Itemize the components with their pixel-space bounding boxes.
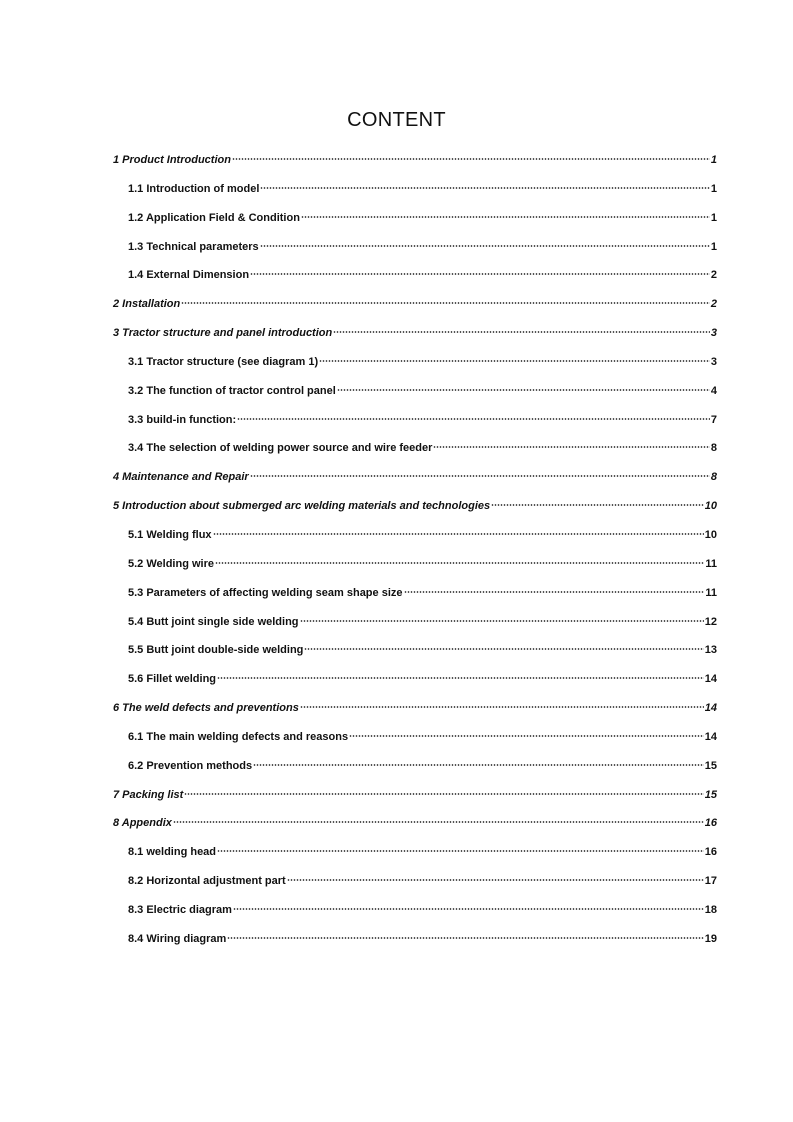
toc-entry-page-number: 10 [704,528,717,541]
toc-entry[interactable] [113,872,717,901]
toc-entry-page-number: 1 [710,240,717,253]
toc-entry-page-number: 11 [705,557,717,570]
toc-entry-label: 5.5 Butt joint double-side welding [128,644,304,657]
toc-entry-page-number: 4 [710,384,717,397]
toc-entry-page-number: 14 [704,702,717,715]
toc-dot-leader [300,706,704,708]
toc-dot-leader [250,475,710,477]
toc-entry[interactable] [113,324,717,353]
toc-entry-label: 3.1 Tractor structure (see diagram 1) [128,355,319,368]
toc-dot-leader [233,908,704,910]
toc-dot-leader [337,389,710,391]
toc-dot-leader [433,446,709,448]
toc-entry-label: 5.1 Welding flux [128,528,212,541]
toc-entry-label: 1.2 Application Field & Condition [128,211,300,224]
toc-dot-leader [215,562,704,564]
toc-entry[interactable] [113,670,717,699]
toc-entry[interactable] [113,555,717,584]
page-title: CONTENT [347,109,446,131]
toc-entry[interactable] [113,641,717,670]
toc-entry[interactable] [113,526,717,555]
toc-dot-leader [237,418,710,420]
toc-entry-page-number: 18 [704,903,717,916]
toc-entry[interactable] [113,151,717,180]
toc-entry-page-number: 12 [704,615,717,628]
toc-entry-page-number: 8 [710,442,717,455]
table-of-contents [113,151,717,959]
toc-entry-label: 5 Introduction about submerged arc welding materials and technologies [113,500,491,513]
toc-entry-label: 2 Installation [113,298,181,311]
toc-entry-label: 1.1 Introduction of model [128,182,260,195]
toc-entry-label: 6.1 The main welding defects and reasons [128,730,349,743]
toc-entry-label: 5.6 Fillet welding [128,673,217,686]
toc-dot-leader [260,187,709,189]
toc-entry-label: 5.2 Welding wire [128,557,214,570]
toc-dot-leader [232,158,710,160]
toc-entry-page-number: 17 [704,875,717,888]
toc-entry-label: 8 Appendix [113,817,172,830]
toc-dot-leader [260,245,710,247]
toc-entry-label: 3 Tractor structure and panel introduction [113,327,333,340]
toc-entry[interactable] [113,699,717,728]
toc-entry-label: 8.3 Electric diagram [128,903,232,916]
toc-entry[interactable] [113,238,717,267]
toc-entry-page-number: 10 [704,500,717,513]
toc-entry[interactable] [113,930,717,959]
toc-entry-page-number: 2 [710,298,717,311]
toc-dot-leader [349,735,704,737]
toc-entry-label: 8.1 welding head [128,846,217,859]
toc-entry-page-number: 15 [704,788,717,801]
toc-entry[interactable] [113,382,717,411]
toc-entry-label: 8.4 Wiring diagram [128,932,227,945]
toc-dot-leader [300,620,704,622]
toc-entry[interactable] [113,266,717,295]
toc-entry-label: 4 Maintenance and Repair [113,471,249,484]
toc-entry-label: 5.4 Butt joint single side welding [128,615,299,628]
toc-entry-page-number: 2 [710,269,717,282]
toc-entry-label: 3.3 build-in function: [128,413,237,426]
toc-dot-leader [181,302,710,304]
toc-dot-leader [319,360,710,362]
toc-entry[interactable] [113,209,717,238]
toc-dot-leader [184,793,703,795]
toc-entry-label: 7 Packing list [113,788,184,801]
toc-entry-label: 3.4 The selection of welding power source and wire feeder [128,442,433,455]
toc-entry-label: 6 The weld defects and preventions [113,702,299,715]
toc-entry[interactable] [113,295,717,324]
toc-entry-label: 1.3 Technical parameters [128,240,259,253]
toc-entry-label: 6.2 Prevention methods [128,759,253,772]
toc-entry-label: 8.2 Horizontal adjustment part [128,875,286,888]
toc-entry-label: 1.4 External Dimension [128,269,250,282]
toc-entry[interactable] [113,728,717,757]
toc-dot-leader [250,273,710,275]
toc-entry-label: 5.3 Parameters of affecting welding seam shape size [128,586,403,599]
toc-entry-page-number: 14 [704,730,717,743]
toc-entry-page-number: 15 [704,759,717,772]
toc-entry-page-number: 14 [704,673,717,686]
toc-dot-leader [491,504,704,506]
toc-entry[interactable] [113,814,717,843]
toc-dot-leader [217,677,704,679]
toc-entry[interactable] [113,843,717,872]
toc-dot-leader [253,764,704,766]
toc-dot-leader [173,821,704,823]
toc-entry[interactable] [113,180,717,209]
toc-entry-page-number: 16 [704,846,717,859]
toc-entry-page-number: 1 [710,211,717,224]
toc-entry[interactable] [113,613,717,642]
toc-dot-leader [301,216,710,218]
toc-dot-leader [217,850,704,852]
toc-entry-page-number: 1 [710,154,717,166]
toc-entry[interactable] [113,439,717,468]
toc-dot-leader [404,591,705,593]
toc-dot-leader [287,879,704,881]
toc-entry-page-number: 3 [710,327,717,340]
toc-entry-page-number: 19 [704,932,717,945]
toc-entry[interactable] [113,786,717,815]
toc-dot-leader [333,331,710,333]
toc-entry[interactable] [113,497,717,526]
toc-entry[interactable] [113,468,717,497]
toc-entry-page-number: 7 [710,413,717,426]
toc-entry-page-number: 11 [705,586,717,599]
toc-entry[interactable] [113,411,717,440]
toc-entry-page-number: 16 [704,817,717,830]
toc-entry-page-number: 13 [704,644,717,657]
toc-entry-page-number: 1 [710,182,717,195]
toc-dot-leader [227,937,703,939]
toc-entry-label: 3.2 The function of tractor control panel [128,384,336,397]
toc-entry-label: 1 Product Introduction [113,154,231,166]
toc-dot-leader [304,648,703,650]
toc-entry[interactable] [113,901,717,930]
toc-entry-page-number: 3 [710,355,717,368]
toc-dot-leader [213,533,704,535]
toc-entry-page-number: 8 [710,471,717,484]
toc-entry[interactable] [113,757,717,786]
toc-entry[interactable] [113,353,717,382]
toc-entry[interactable] [113,584,717,613]
